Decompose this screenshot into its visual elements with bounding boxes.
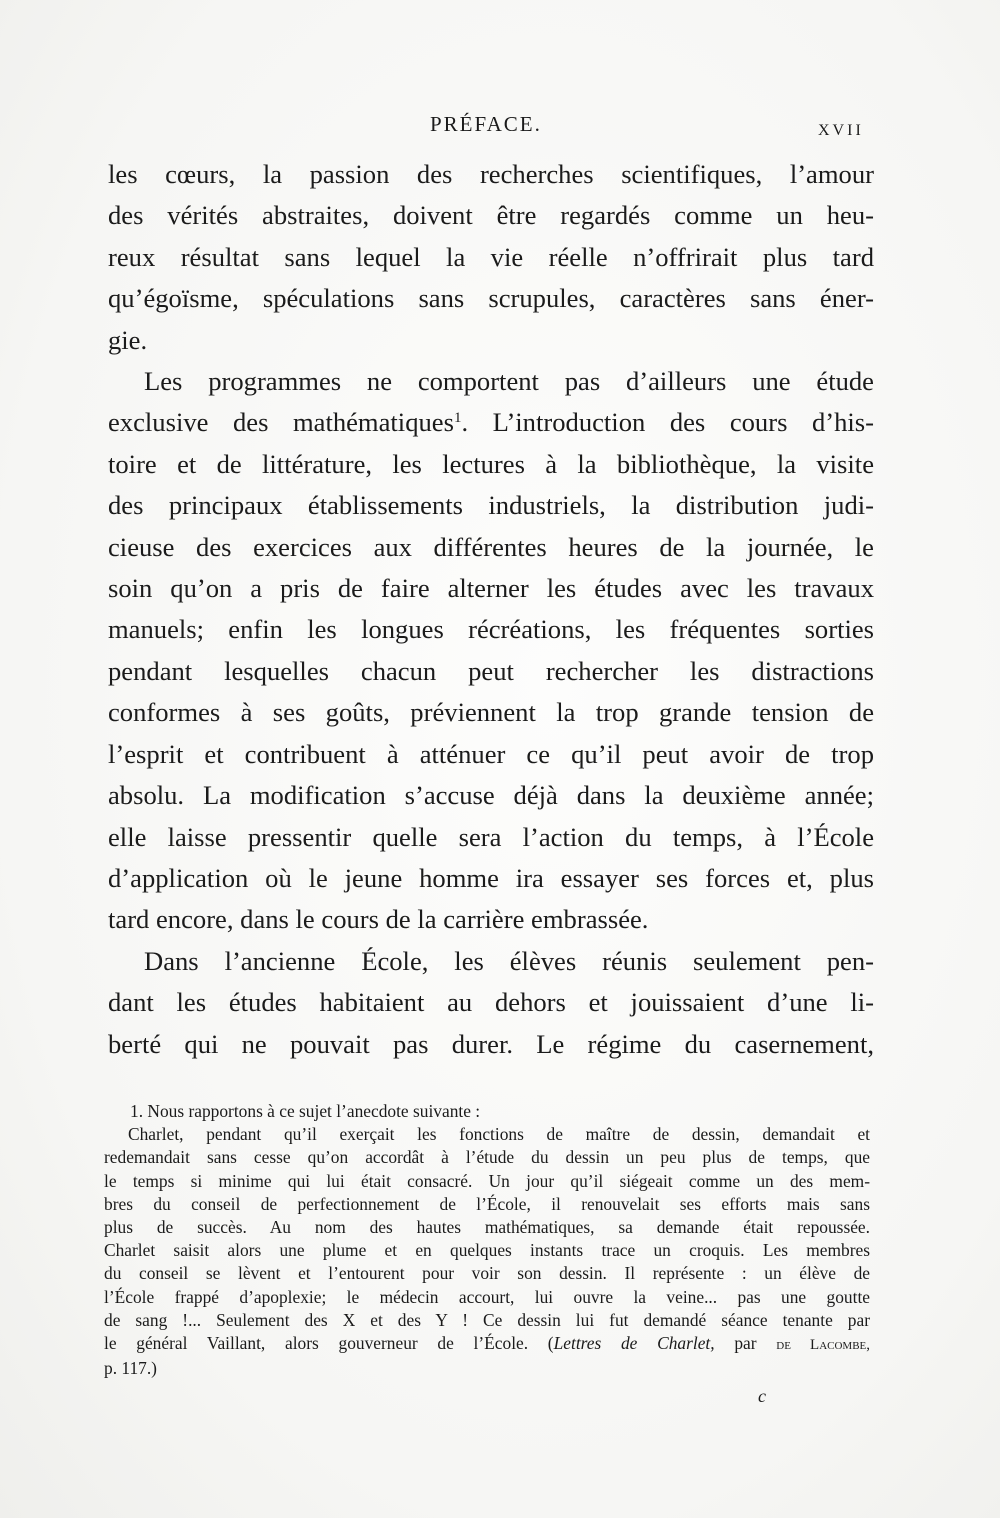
running-head	[0, 112, 1000, 142]
text-line: pendant lesquelles chacun peut rechercher les distractions	[108, 655, 874, 686]
text-line: manuels; enfin les longues récréations, les fréquentes sorties	[108, 614, 874, 645]
citation-author: de Lacombe,	[776, 1337, 871, 1354]
footnote-line: du conseil se lèvent et l’entourent pour voir son dessin. Il représente : un élève de	[104, 1263, 870, 1284]
footnote-line-citation	[104, 1332, 870, 1357]
text-line: dant les études habitaient au dehors et jouissaient d’une li-	[108, 987, 874, 1018]
text-line: conformes à ses goûts, préviennent la trop grande tension de	[108, 697, 874, 728]
text-fragment: . L’introduction des cours d’his-	[461, 407, 874, 438]
footnote-line: plus de succès. Au nom des hautes mathématiques, sa demande était repoussée.	[104, 1217, 870, 1238]
text-line: Dans l’ancienne École, les élèves réunis seulement pen-	[144, 945, 874, 976]
text-line: soin qu’on a pris de faire alterner les études avec les travaux	[108, 573, 874, 604]
text-fragment: exclusive des mathématiques	[108, 407, 454, 438]
text-line: tard encore, dans le cours de la carrière embrassée.	[108, 904, 649, 935]
text-line: absolu. La modification s’accuse déjà dans la deuxième année;	[108, 780, 874, 811]
footnote-line: p. 117.)	[104, 1358, 157, 1379]
footnote-line: bres du conseil de perfectionnement de l’École, il renouvelait ses efforts mais sans	[104, 1193, 870, 1214]
footnote-intro: 1. Nous rapportons à ce sujet l’anecdote suivante :	[130, 1101, 481, 1121]
text-line-with-footnote-ref	[108, 402, 874, 443]
text-line: Les programmes ne comportent pas d’ailleurs une étude	[144, 366, 874, 397]
footnote	[104, 1100, 870, 1380]
paragraph-1	[108, 154, 874, 361]
text-line: cieuse des exercices aux différentes heures de la journée, le	[108, 531, 874, 562]
footnote-line: Charlet saisit alors une plume et en quelques instants trace un croquis. Les membres	[104, 1240, 870, 1261]
footnote-line-text: le général Vaillant, alors gouverneur de l’École. (	[104, 1333, 554, 1354]
text-line: des principaux établissements industriels, la distribution judi-	[108, 490, 874, 521]
signature-mark: c	[758, 1386, 766, 1406]
text-line: l’esprit et contribuent à atténuer ce qu’il peut avoir de trop	[108, 738, 874, 769]
citation-by: par	[714, 1333, 777, 1354]
paragraph-3	[108, 941, 874, 1065]
footnote-line: de sang !... Seulement des X et des Y ! Ce dessin lui fut demandé séance tenante par	[104, 1309, 870, 1330]
paragraph-2	[108, 361, 874, 941]
text-line: les cœurs, la passion des recherches scientifiques, l’amour	[108, 159, 874, 189]
footnote-line: redemandait sans cesse qu’on accordât à l’étude du dessin un peu plus de temps, que	[104, 1147, 870, 1168]
text-line: berté qui ne pouvait pas durer. Le régime du casernement,	[108, 1028, 874, 1059]
text-line: gie.	[108, 324, 148, 355]
text-line: elle laisse pressentir quelle sera l’action du temps, à l’École	[108, 821, 874, 852]
text-line: d’application où le jeune homme ira essayer ses forces et, plus	[108, 862, 874, 893]
footnote-line: le temps si minime qui lui était consacré. Un jour qu’il siégeait comme un des mem-	[104, 1170, 870, 1191]
text-line: des vérités abstraites, doivent être regardés comme un heu-	[108, 200, 874, 231]
footnote-line: l’École frappé d’apoplexie; le médecin accourt, lui ouvre la veine... pas une goutte	[104, 1286, 870, 1307]
main-text	[108, 154, 874, 1065]
text-line: reux résultat sans lequel la vie réelle n’offrirait plus tard	[108, 241, 874, 272]
footnote-line: Charlet, pendant qu’il exerçait les fonctions de maître de dessin, demandait et	[128, 1124, 870, 1145]
text-line: toire et de littérature, les lectures à la bibliothèque, la visite	[108, 448, 874, 479]
running-head-title: PRÉFACE.	[430, 112, 542, 136]
footnote-reference: 1	[453, 410, 462, 427]
text-line: qu’égoïsme, spéculations sans scrupules, caractères sans éner-	[108, 283, 874, 314]
citation-title: Lettres de Charlet,	[553, 1333, 715, 1354]
page-number: XVII	[818, 122, 864, 139]
